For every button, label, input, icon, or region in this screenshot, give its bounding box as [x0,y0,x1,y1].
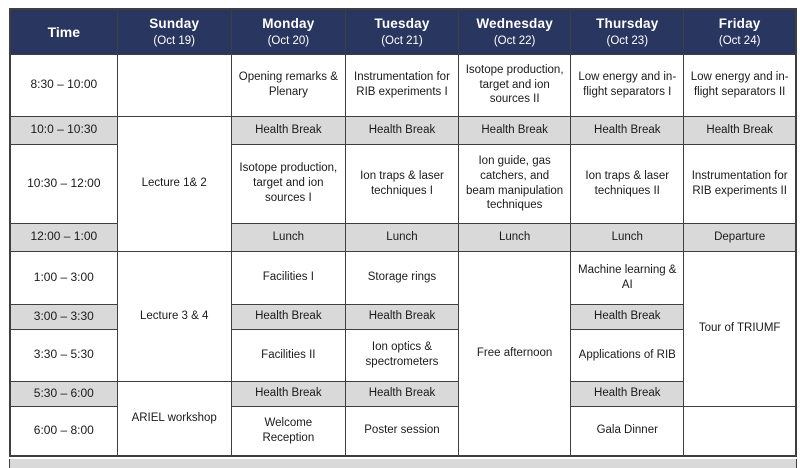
day-name: Sunday [149,16,200,31]
cell-facilities-2: Facilities II [231,329,345,381]
time-slot: 1:00 – 3:00 [10,251,117,304]
time-slot: 3:00 – 3:30 [10,304,117,329]
health-break-cell: Health Break [231,304,345,329]
cell-instrumentation-rib-2: Instrumentation for RIB experiments II [684,144,796,223]
time-slot: 5:30 – 6:00 [10,381,117,406]
cell-ion-optics: Ion optics & spectrometers [345,329,458,381]
row-530-600 [10,381,796,406]
time-slot: 12:00 – 1:00 [10,223,117,251]
day-date: (Oct 19) [153,34,195,47]
day-date: (Oct 24) [718,34,761,47]
cell-machine-learning: Machine learning & AI [571,251,684,304]
row-100-300 [10,251,796,304]
cell-isotope-production-2: Isotope production, target and ion sources II [459,54,571,116]
cell-applications-rib: Applications of RIB [571,329,684,381]
cell-instrumentation-rib-1: Instrumentation for RIB experiments I [345,54,458,116]
day-name: Thursday [596,16,659,31]
time-slot: 10:0 – 10:30 [10,116,117,144]
empty-cell-friday [684,406,796,456]
cell-poster-session: Poster session [345,406,458,456]
time-slot: 6:00 – 8:00 [10,406,117,456]
header-tuesday [345,9,458,54]
conference-schedule-table [9,8,797,457]
row-830-1000 [10,54,796,116]
day-date: (Oct 21) [381,34,423,47]
cell-free-afternoon: Free afternoon [459,251,571,456]
day-date: (Oct 22) [493,34,536,47]
day-name: Tuesday [374,16,430,31]
cell-low-energy-2: Low energy and in-flight separators II [684,54,796,116]
cell-gala-dinner: Gala Dinner [571,406,684,456]
header-friday [684,9,796,54]
lunch-cell: Lunch [459,223,571,251]
cell-lecture-1-2: Lecture 1& 2 [117,116,231,251]
next-row-cutoff-sliver [9,459,797,468]
cell-lecture-3-4: Lecture 3 & 4 [117,251,231,381]
day-name: Friday [718,16,761,31]
lunch-cell: Lunch [345,223,458,251]
header-monday [231,9,345,54]
health-break-cell: Health Break [571,381,684,406]
health-break-cell: Health Break [231,381,345,406]
cell-facilities-1: Facilities I [231,251,345,304]
header-time: Time [10,9,117,54]
day-date: (Oct 23) [606,34,649,47]
header-row [10,9,796,54]
cell-ion-traps-1: Ion traps & laser techniques I [345,144,458,223]
health-break-cell: Health Break [345,304,458,329]
cell-storage-rings: Storage rings [345,251,458,304]
day-date: (Oct 20) [267,34,310,47]
health-break-cell: Health Break [571,116,684,144]
health-break-cell: Health Break [345,381,458,406]
header-sunday [117,9,231,54]
cell-tour-triumf: Tour of TRIUMF [684,251,796,406]
time-slot: 10:30 – 12:00 [10,144,117,223]
day-name: Wednesday [476,16,553,31]
cell-isotope-production-1: Isotope production, target and ion sources I [231,144,345,223]
cell-opening-remarks: Opening remarks & Plenary [231,54,345,116]
lunch-cell: Lunch [571,223,684,251]
cell-ion-traps-2: Ion traps & laser techniques II [571,144,684,223]
empty-cell-sunday [117,54,231,116]
cell-ariel-workshop: ARIEL workshop [117,381,231,456]
departure-cell: Departure [684,223,796,251]
health-break-cell: Health Break [345,116,458,144]
lunch-cell: Lunch [231,223,345,251]
health-break-cell: Health Break [231,116,345,144]
cell-ion-guide: Ion guide, gas catchers, and beam manipulation techniques [459,144,571,223]
health-break-cell: Health Break [459,116,571,144]
cell-welcome-reception: Welcome Reception [231,406,345,456]
health-break-cell: Health Break [571,304,684,329]
time-slot: 3:30 – 5:30 [10,329,117,381]
row-100-1030 [10,116,796,144]
health-break-cell: Health Break [684,116,796,144]
header-thursday [571,9,684,54]
time-slot: 8:30 – 10:00 [10,54,117,116]
header-wednesday [459,9,571,54]
day-name: Monday [262,16,315,31]
cell-low-energy-1: Low energy and in-flight separators I [571,54,684,116]
